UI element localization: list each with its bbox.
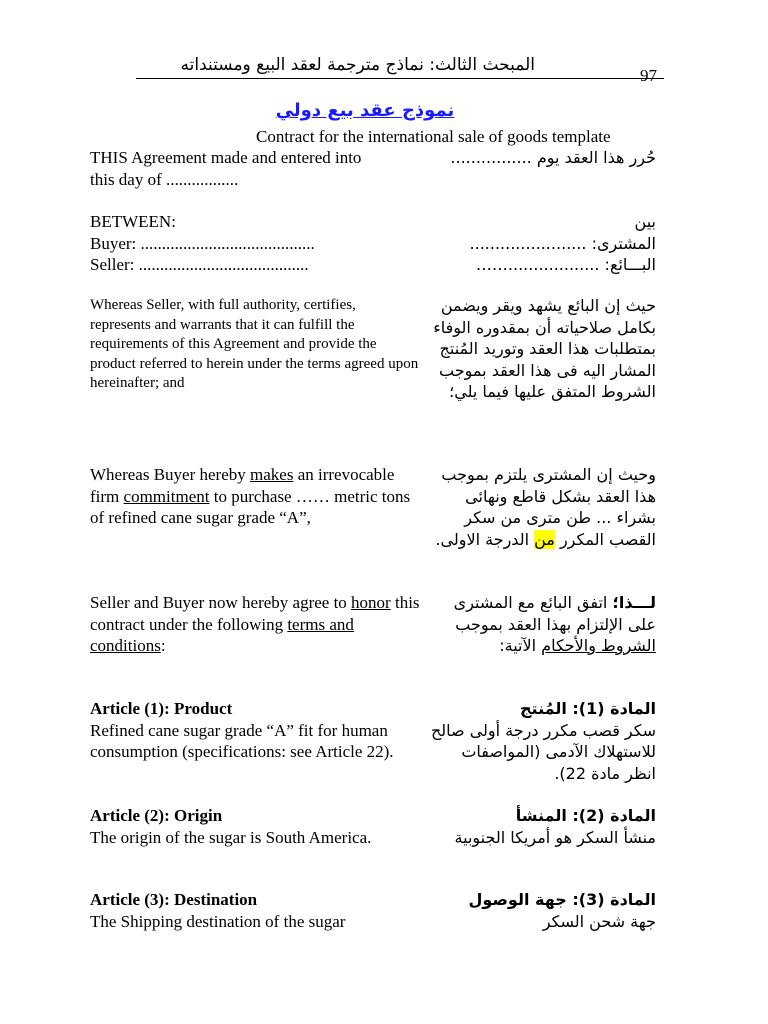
article-3-heading: Article (3): Destination xyxy=(90,890,258,909)
text-run: الآتية: xyxy=(499,636,542,655)
intro-arabic: حُرر هذا العقد يوم ................ xyxy=(450,148,656,167)
article-3-heading-ar: المادة (3): جهة الوصول xyxy=(468,890,656,909)
highlighted-word: من xyxy=(534,529,555,549)
header-divider xyxy=(136,78,664,79)
article-2-heading-ar: المادة (2): المنشأ xyxy=(515,806,656,825)
parties-english xyxy=(90,211,425,276)
article-3-english xyxy=(90,889,425,932)
text-run: this contract under the following xyxy=(90,593,420,634)
article-2-arabic xyxy=(426,805,656,848)
text-run: الدرجة الاولى. xyxy=(435,529,535,549)
parties-arabic xyxy=(426,211,656,276)
article-2-heading: Article (2): Origin xyxy=(90,806,223,825)
bold-lead-word: لـــذا؛ xyxy=(612,593,656,612)
seller-line: Seller: ........................................ xyxy=(90,255,309,274)
between-label-ar: بين xyxy=(634,212,656,231)
underlined-term-commitment: commitment xyxy=(123,486,210,506)
underlined-term-conditions: terms and conditions xyxy=(90,614,354,655)
agree-english xyxy=(90,592,425,657)
text-run: : xyxy=(160,636,166,655)
article-1-text-ar: سكر قصب مكرر درجة أولى صالح للاستهلاك الآدمى (المواصفات انظر مادة 22). xyxy=(430,720,656,783)
text-run: an irrevocable firm xyxy=(90,465,395,506)
whereas-seller-arabic: حيث إن البائع يشهد ويقر ويضمن بكامل صلاحياته أن بمقدوره الوفاء بمتطلبات هذا العقد وتوريد المُنتج المشار اليه فى هذا العقد بموجب الشروط المتفق عليها فيما يلي؛ xyxy=(433,296,656,401)
page-header-title: المبحث الثالث: نماذج مترجمة لعقد البيع ومستنداته xyxy=(180,55,535,75)
text-run: وحيث إن المشترى يلتزم بموجب هذا العقد بشكل قاطع ونهائى بشراء ... طن مترى من سكر القصب المكرر xyxy=(441,465,656,549)
between-label: BETWEEN: xyxy=(90,212,176,231)
article-3-arabic xyxy=(426,889,656,932)
page-number: 97 xyxy=(640,66,657,85)
whereas-buyer-english xyxy=(90,464,425,529)
english-title: Contract for the international sale of goods template xyxy=(256,127,611,146)
seller-line-ar: البـــائع: ..................…… xyxy=(475,255,656,274)
agree-arabic xyxy=(426,592,656,657)
article-2-text-ar: منشأ السكر هو أمريكا الجنوبية xyxy=(454,827,656,847)
intro-line-2: this day of ................. xyxy=(90,169,239,189)
intro-line-1: THIS Agreement made and entered into xyxy=(90,148,362,167)
article-1-english xyxy=(90,698,425,763)
article-1-text: Refined cane sugar grade “A” fit for human consumption (specifications: see Article 22). xyxy=(90,720,394,761)
whereas-seller-english: Whereas Seller, with full authority, certifies, represents and warrants that it can fulfill the requirements of this Agreement and provide the product referred to herein under the terms agreed upon hereinafter; and xyxy=(90,297,419,391)
text-run: to purchase …… metric tons of refined cane sugar grade “A”, xyxy=(90,486,411,527)
text-run: Whereas Buyer hereby xyxy=(90,465,251,484)
intro-english xyxy=(90,147,425,190)
underlined-term-makes: makes xyxy=(250,465,294,484)
underlined-term-terms: الشروط والأحكام xyxy=(541,636,656,655)
whereas-buyer-arabic xyxy=(426,464,656,550)
article-3-text: The Shipping destination of the sugar xyxy=(90,911,346,931)
arabic-title: نموذج عقد بيع دولي xyxy=(275,100,455,121)
article-1-heading: Article (1): Product xyxy=(90,699,233,718)
article-1-heading-ar: المادة (1): المُنتج xyxy=(520,699,656,718)
text-run: Seller and Buyer now hereby agree to xyxy=(90,593,352,612)
text-run: اتفق البائع مع المشترى على الإلتزام بهذا العقد بموجب xyxy=(453,593,656,634)
buyer-line: Buyer: ......................................... xyxy=(90,233,315,253)
underlined-term-honor: honor xyxy=(351,593,391,612)
article-1-arabic xyxy=(426,698,656,784)
article-3-text-ar: جهة شحن السكر xyxy=(542,911,656,931)
article-2-text: The origin of the sugar is South America. xyxy=(90,827,372,847)
buyer-line-ar: المشترى: ....................... xyxy=(469,233,656,253)
article-2-english xyxy=(90,805,425,848)
